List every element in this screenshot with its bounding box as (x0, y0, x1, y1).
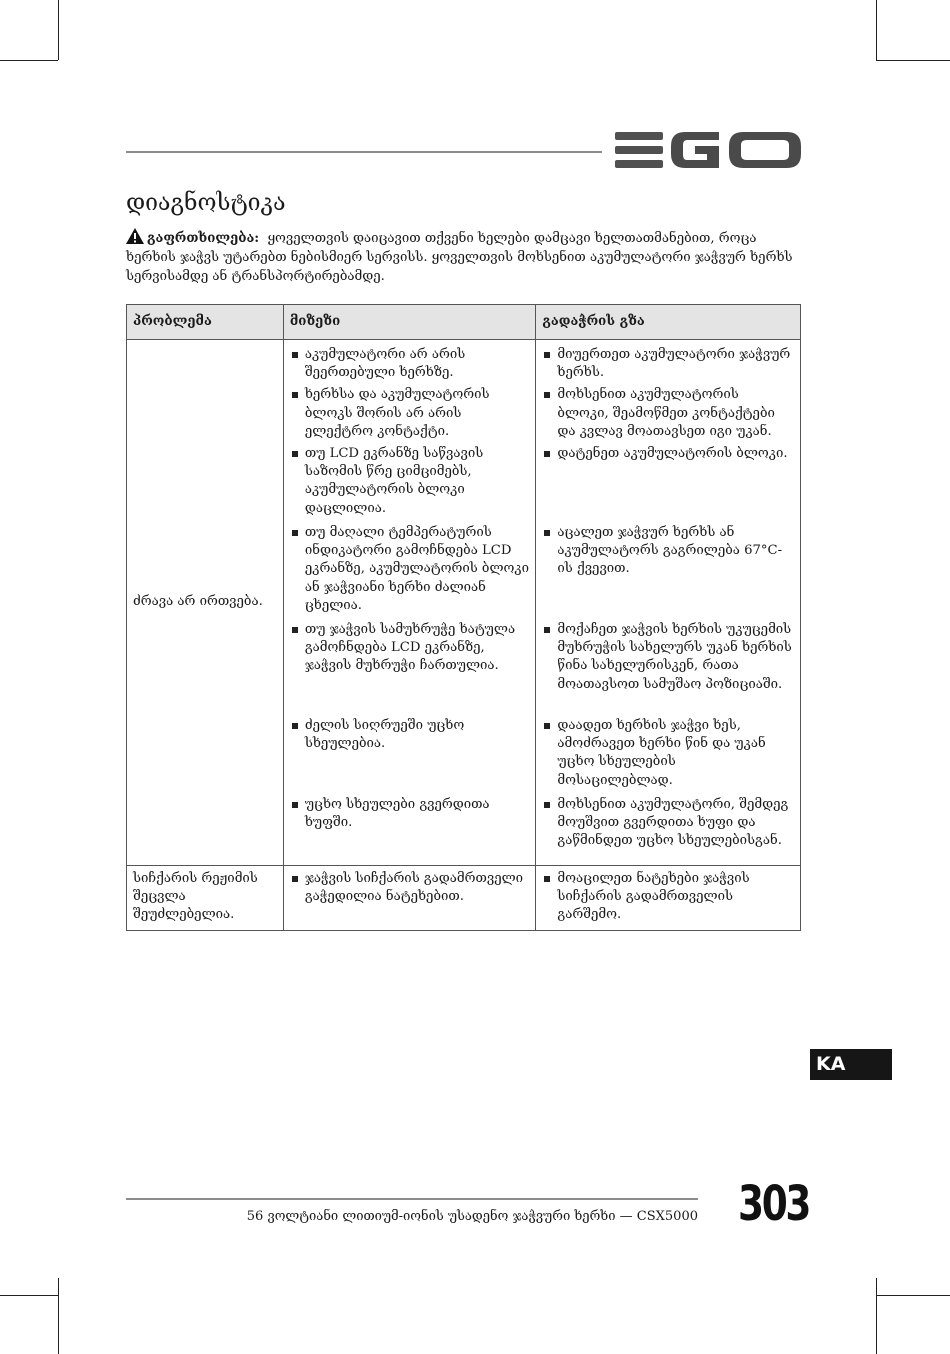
header-solution: გადაჭრის გზა (536, 305, 801, 340)
solution-cell (536, 714, 801, 793)
cause-cell (283, 865, 536, 931)
list-item: ძელის სიღრუეში უცხო სხეულებია. (290, 717, 530, 753)
footer-rule (126, 1198, 698, 1200)
list-item: ჯაჭვის სიჩქარის გადამრთველი გაჭედილია ნატეხებით. (290, 870, 530, 906)
table-row (127, 340, 801, 522)
warning-label: გაფრთხილება: (147, 231, 260, 246)
list-item: თუ LCD ეკრანზე საწვავის საზომის წრე ციმციმებს, აკუმულატორის ბლოკი დაცლილია. (290, 445, 530, 518)
problem-cell: ძრავა არ ირთვება. (127, 340, 284, 866)
crop-mark (876, 1295, 950, 1296)
list-item: თუ მაღალი ტემპერატურის ინდიკატორი გამოჩნდება LCD ეკრანზე, აკუმულატორის ბლოკი ან ჯაჭვიანი ხერხი ძალიან ცხელია. (290, 524, 530, 615)
crop-mark (0, 60, 58, 61)
diagnostics-table (126, 304, 801, 931)
warning-triangle-icon (126, 228, 144, 244)
header-problem: პრობლემა (127, 305, 284, 340)
crop-mark (58, 1278, 59, 1354)
solution-cell (536, 793, 801, 866)
crop-mark (58, 0, 59, 60)
list-item: მოხსენით აკუმულატორის ბლოკი, შეამოწმეთ კონტაქტები და კვლავ მოათავსეთ იგი უკან. (542, 386, 794, 441)
page-number: 303 (738, 1176, 810, 1232)
list-item: ხერხსა და აკუმულატორის ბლოკს შორის არ არის ელექტრო კონტაქტი. (290, 386, 530, 441)
crop-mark (876, 60, 950, 61)
list-item: მოაცილეთ ნატეხები ჯაჭვის სიჩქარის გადამრთველის გარშემო. (542, 870, 794, 925)
ego-logo (615, 128, 801, 172)
solution-cell (536, 340, 801, 522)
table-header-row (127, 305, 801, 340)
cause-cell (283, 618, 536, 714)
list-item: დაადეთ ხერხის ჯაჭვი ხეს, ამოძრავეთ ხერხი წინ და უკან უცხო სხეულების მოსაცილებლად. (542, 717, 794, 790)
list-item: უცხო სხეულები გვერდითა ხუფში. (290, 796, 530, 832)
list-item: დატენეთ აკუმულატორის ბლოკი. (542, 445, 794, 463)
solution-cell (536, 521, 801, 618)
problem-cell: სიჩქარის რეჟიმის შეცვლა შეუძლებელია. (127, 865, 284, 931)
cause-cell (283, 521, 536, 618)
crop-mark (876, 0, 877, 60)
header-cause: მიზეზი (283, 305, 536, 340)
footer-text: 56 ვოლტიანი ლითიუმ-იონის უსადენო ჯაჭვური ხერხი — CSX5000 (246, 1209, 698, 1224)
solution-cell (536, 618, 801, 714)
warning-text: ყოველთვის დაიცავით თქვენი ხელები დამცავი ხელთათმანებით, როცა ხერხის ჯაჭვს უტარებთ ნებისმიერ სერვისს. ყოველთვის მოხსენით აკუმულატორი ჯაჭვურ ხერხს სერვისამდე ან ტრანსპორტირებამდე. (126, 231, 793, 284)
crop-mark (876, 1278, 877, 1354)
warning-block (126, 228, 802, 286)
list-item: აცალეთ ჯაჭვურ ხერხს ან აკუმულატორს გაგრილება 67°C-ის ქვევით. (542, 524, 794, 579)
list-item: მიუერთეთ აკუმულატორი ჯაჭვურ ხერხს. (542, 346, 794, 382)
table-row (127, 865, 801, 931)
list-item: მოქაჩეთ ჯაჭვის ხერხის უკუცემის მუხრუჭის სახელურს უკან ხერხის წინა სახელურისკენ, რათა მოათავსოთ სამუშაო პოზიციაში. (542, 621, 794, 694)
cause-cell (283, 714, 536, 793)
cause-cell (283, 340, 536, 522)
list-item: თუ ჯაჭვის სამუხრუჭე ხატულა გამოჩნდება LCD ეკრანზე, ჯაჭვის მუხრუჭი ჩართულია. (290, 621, 530, 676)
list-item: აკუმულატორი არ არის შეერთებული ხერხზე. (290, 346, 530, 382)
list-item: მოხსენით აკუმულატორი, შემდეგ მოუშვით გვერდითა ხუფი და გაწმინდეთ უცხო სხეულებისგან. (542, 796, 794, 851)
header-rule (126, 151, 602, 153)
cause-cell (283, 793, 536, 866)
solution-cell (536, 865, 801, 931)
language-tab: KA (810, 1049, 892, 1080)
crop-mark (0, 1295, 58, 1296)
page-title: დიაგნოსტიკა (126, 190, 286, 216)
